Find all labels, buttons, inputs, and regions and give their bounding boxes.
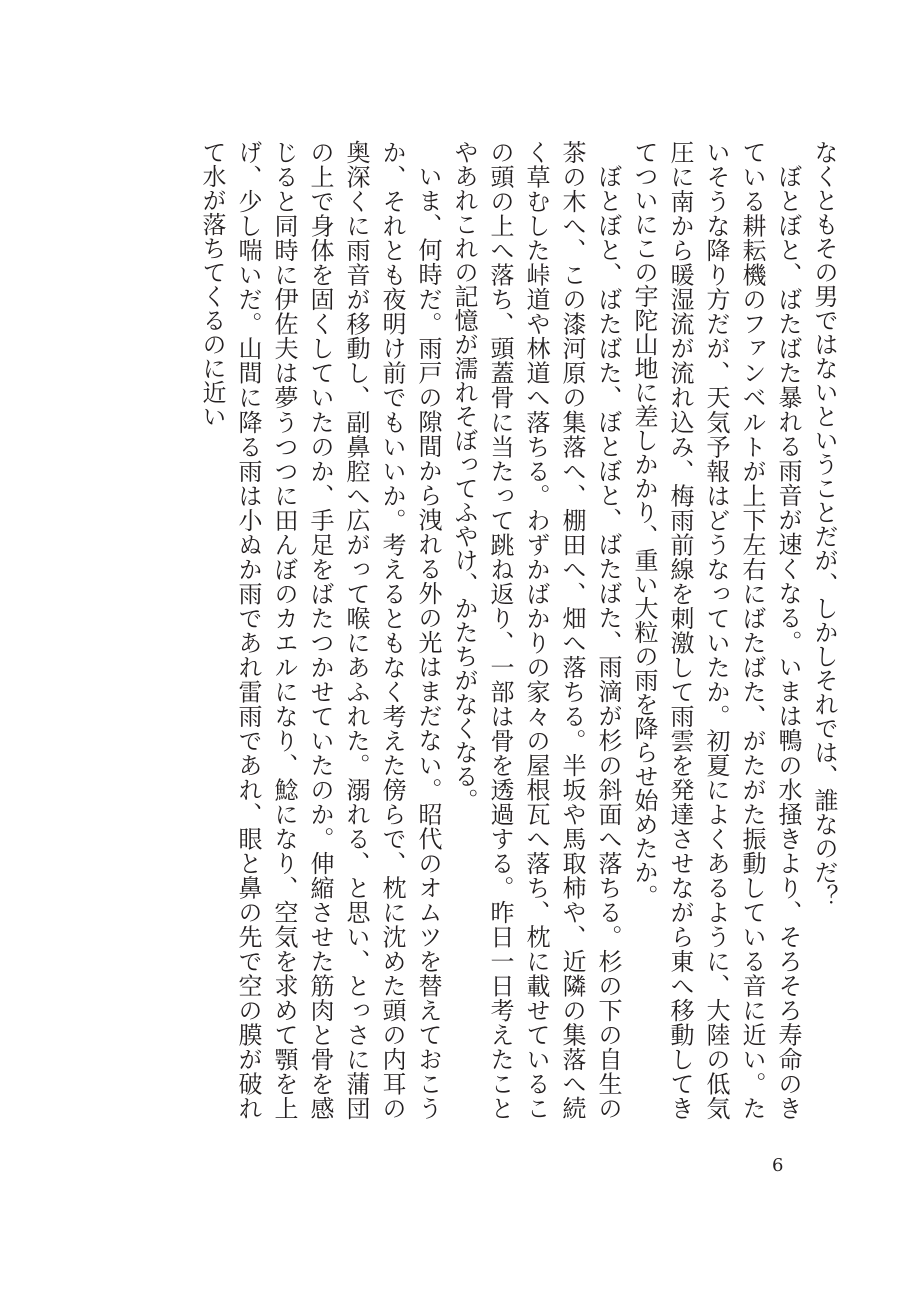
paragraph-1: なくともその男ではないということだが、しかしそれでは、誰なのだ？ <box>810 140 838 908</box>
vertical-text-body <box>52 140 842 1120</box>
paragraph-3: ぼとぼと、ばたばた、ぼとぼと、ばたばた、雨滴が杉の斜面へ落ちる。杉の下の自生の茶の木へ、この漆河原の集落へ、棚田へ、畑へ落ちる。半坂や馬取柿や、近隣の集落へ続く草むした峠道や林道へ落ちる。わずかばかりの家々の屋根瓦へ落ち、枕に載せているこの頭の上へ落ち、頭蓋骨に当たって跳ね返り、一部は骨を透過する。昨日一日考えたことやあれこれの記憶が濡れそぼってふやけ、かたちがなくなる。 <box>450 140 622 1120</box>
paragraph-2: ぼとぼと、ばたばた暴れる雨音が速くなる。いまは鴨の水掻きより、そろそろ寿命のきている耕耘機のファンベルトが上下左右にばたばた、がたがた振動している音に近い。たいそうな降り方だが、天気予報はどうなっていたか。初夏によくあるように、大陸の低気圧に南から暖湿流が流れ込み、梅雨前線を刺激して雨雲を発達させながら東へ移動してきてついにこの宇陀山地に差しかかり、重い大粒の雨を降らせ始めたか。 <box>630 140 802 1120</box>
paragraph-4: いま、何時だ。雨戸の隙間から洩れる外の光はまだない。昭代のオムツを替えておこうか、それとも夜明け前でもいいか。考えるともなく考えた傍らで、枕に沈めた頭の内耳の奥深くに雨音が移動し、副鼻腔へ広がって喉にあふれた。溺れる、と思い、とっさに蒲団の上で身体を固くしていたのか、手足をばたつかせていたのか。伸縮させた筋肉と骨を感じると同時に伊佐夫は夢うつつに田んぼのカエルになり、鯰になり、空気を求めて顎を上げ、少し喘いだ。山間に降る雨は小ぬか雨であれ雷雨であれ、眼と鼻の先で空の膜が破れて水が落ちてくるのに近い <box>198 140 442 1120</box>
page-number: 6 <box>772 1155 784 1176</box>
